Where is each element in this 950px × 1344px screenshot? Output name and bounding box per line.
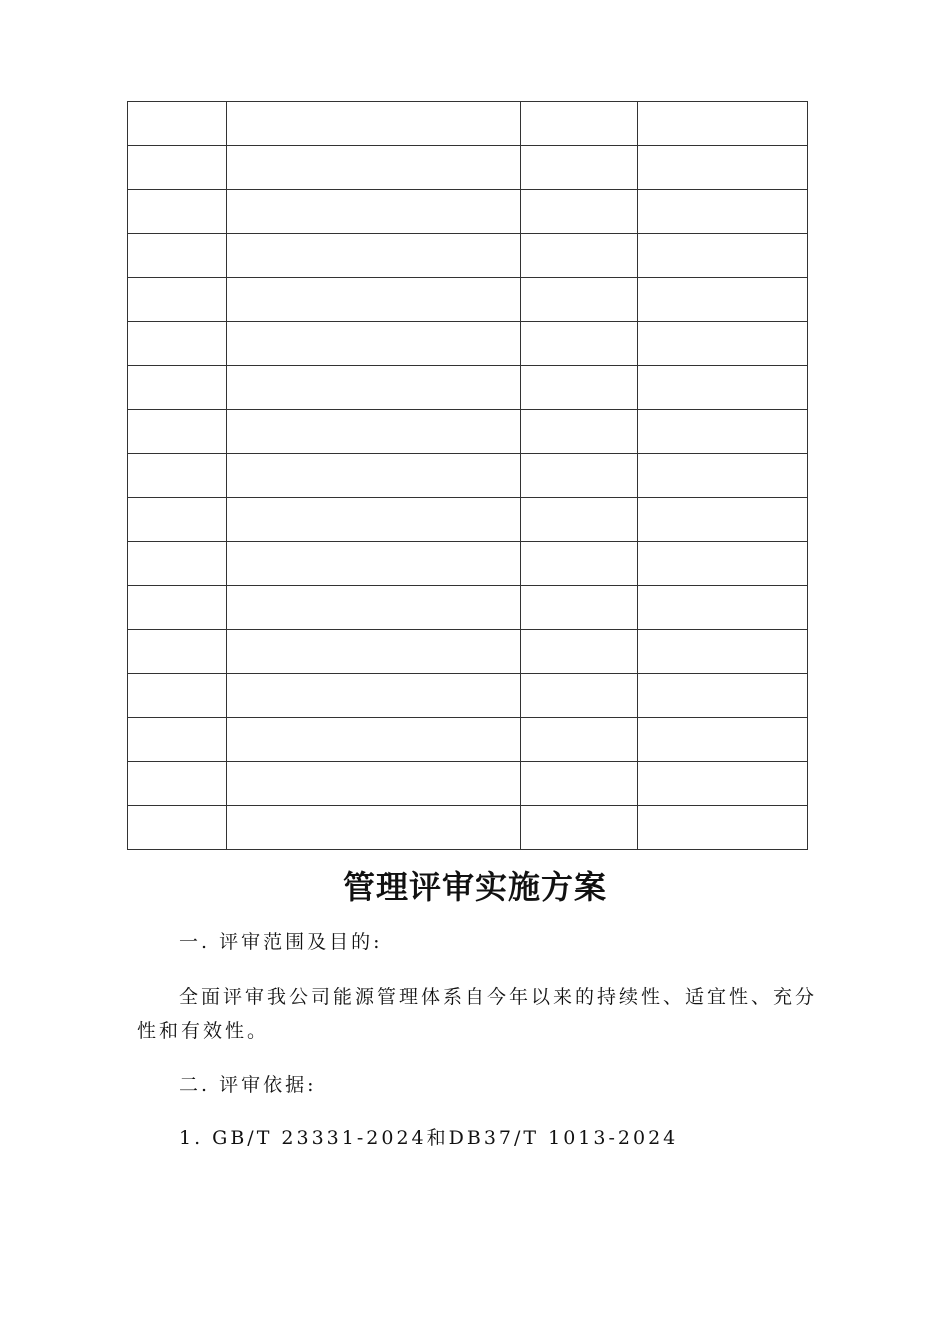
table-cell [128,102,227,146]
table-row [128,234,808,278]
table-cell [521,102,638,146]
table-row [128,718,808,762]
table-cell [128,146,227,190]
table-cell [227,542,521,586]
table-cell [128,410,227,454]
table-row [128,322,808,366]
table-cell [227,146,521,190]
table-cell [521,498,638,542]
table-cell [128,322,227,366]
section-heading-basis: 二. 评审依据: [179,1074,317,1096]
table-row [128,190,808,234]
table-cell [638,410,808,454]
table-cell [638,718,808,762]
table-cell [227,102,521,146]
table-cell [638,586,808,630]
table-row [128,146,808,190]
table-cell [128,278,227,322]
table-cell [638,278,808,322]
table-cell [128,498,227,542]
table-cell [227,630,521,674]
table-cell [638,454,808,498]
table-cell [521,586,638,630]
table-row [128,278,808,322]
table-cell [521,542,638,586]
table-cell [227,454,521,498]
table-cell [521,454,638,498]
basis-item-1: 1. GB/T 23331-2024和DB37/T 1013-2024 [179,1127,679,1149]
table-row [128,410,808,454]
table-cell [227,410,521,454]
table-row [128,586,808,630]
table-cell [521,322,638,366]
section-heading-scope: 一. 评审范围及目的: [179,931,383,953]
table-row [128,806,808,850]
table-cell [638,102,808,146]
table-cell [521,146,638,190]
table-cell [521,674,638,718]
table-row [128,102,808,146]
table-row [128,366,808,410]
table-cell [227,762,521,806]
table-cell [227,322,521,366]
table-cell [128,806,227,850]
table-cell [521,190,638,234]
table-cell [638,366,808,410]
table-cell [521,234,638,278]
table-cell [128,366,227,410]
empty-form-table [127,101,808,850]
table-row [128,630,808,674]
table-cell [521,762,638,806]
table-cell [128,674,227,718]
table-cell [521,278,638,322]
table-cell [227,234,521,278]
table-cell [521,410,638,454]
table-cell [128,190,227,234]
table-cell [638,542,808,586]
table-cell [128,234,227,278]
table-cell [521,718,638,762]
table-cell [638,806,808,850]
table-cell [638,146,808,190]
table-cell [521,806,638,850]
table-row [128,674,808,718]
table-cell [227,718,521,762]
table-cell [638,234,808,278]
table-cell [227,674,521,718]
table-cell [227,190,521,234]
table-body [128,102,808,850]
table-cell [128,586,227,630]
table-cell [227,498,521,542]
table-row [128,454,808,498]
table-cell [128,542,227,586]
table-row [128,542,808,586]
table-cell [638,322,808,366]
table-cell [227,278,521,322]
table-cell [638,190,808,234]
table-cell [638,762,808,806]
table-cell [638,630,808,674]
table-cell [638,674,808,718]
table-cell [128,762,227,806]
table-cell [638,498,808,542]
table-cell [521,630,638,674]
scope-paragraph: 全面评审我公司能源管理体系自今年以来的持续性、适宜性、充分性和有效性。 [137,986,818,1042]
table-cell [227,586,521,630]
table-cell [227,366,521,410]
table-row [128,762,808,806]
table-cell [128,718,227,762]
table-cell [128,454,227,498]
table-cell [521,366,638,410]
table-cell [227,806,521,850]
document-title: 管理评审实施方案 [342,868,607,906]
table-row [128,498,808,542]
table-cell [128,630,227,674]
